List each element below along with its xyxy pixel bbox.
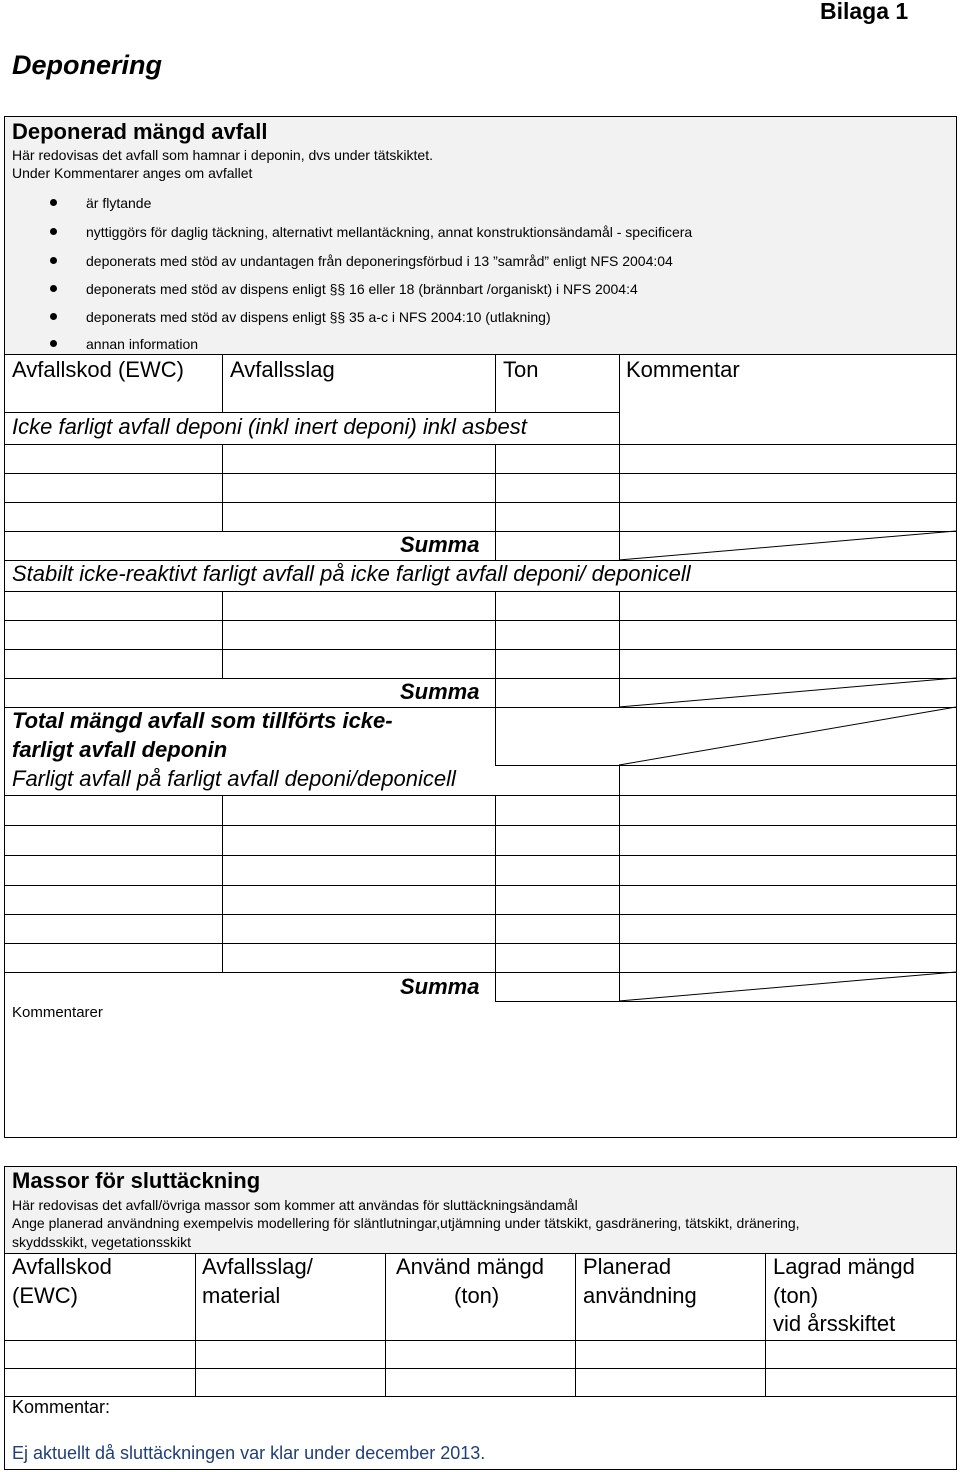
total-label-1: Total mängd avfall som tillförts icke- xyxy=(12,708,393,733)
s2-col-anvand-b: (ton) xyxy=(454,1283,500,1308)
bullet-item: annan information xyxy=(86,336,199,352)
group2-title: Stabilt icke-reaktivt farligt avfall på icke farligt avfall deponi/ deponicell xyxy=(12,561,691,586)
s2-col-avfallsslag-b: material xyxy=(202,1283,281,1308)
s2-col-lagrad-c: vid årsskiftet xyxy=(773,1311,896,1336)
group3-sum-label: Summa xyxy=(400,974,480,999)
section1-desc-2: Under Kommentarer anges om avfallet xyxy=(12,165,253,181)
s2-col-lagrad-b: (ton) xyxy=(773,1283,819,1308)
col-header-avfallsslag: Avfallsslag xyxy=(230,357,335,382)
section2-desc-2: Ange planerad användning exempelvis modellering för släntlutningar,utjämning under tätskikt, gasdränering, tätskikt, dränering, xyxy=(12,1215,800,1231)
bullet-item: är flytande xyxy=(86,195,152,211)
s2-col-planerad-b: användning xyxy=(583,1283,697,1308)
s2-col-planerad-a: Planerad xyxy=(583,1254,672,1279)
group3-title: Farligt avfall på farligt avfall deponi/deponicell xyxy=(12,766,456,791)
total-label-2: farligt avfall deponin xyxy=(12,737,228,762)
appendix-label: Bilaga 1 xyxy=(820,0,909,24)
s2-col-lagrad-a: Lagrad mängd xyxy=(773,1254,915,1279)
bullet-item: nyttiggörs för daglig täckning, alternativt mellantäckning, annat konstruktionsändamål - specificera xyxy=(86,224,693,240)
section1-title: Deponerad mängd avfall xyxy=(12,119,268,144)
bullet-item: deponerats med stöd av undantagen från deponeringsförbud i 13 ”samråd” enligt NFS 2004:04 xyxy=(86,253,673,269)
section2-title: Massor för sluttäckning xyxy=(12,1168,261,1193)
s2-comment-label: Kommentar: xyxy=(12,1397,111,1417)
s2-col-anvand-a: Använd mängd xyxy=(396,1254,544,1279)
group1-title: Icke farligt avfall deponi (inkl inert deponi) inkl asbest xyxy=(12,414,527,439)
section1-desc-1: Här redovisas det avfall som hamnar i deponin, dvs under tätskiktet. xyxy=(12,147,433,163)
group2-sum-label: Summa xyxy=(400,679,480,704)
col-header-ewc: Avfallskod (EWC) xyxy=(12,357,184,382)
bullet-item: deponerats med stöd av dispens enligt §§ 35 a-c i NFS 2004:10 (utlakning) xyxy=(86,309,551,325)
section2-desc-3: skyddsskikt, vegetationsskikt xyxy=(12,1234,191,1250)
s2-note: Ej aktuellt då sluttäckningen var klar under december 2013. xyxy=(12,1443,486,1463)
col-header-kommentar: Kommentar xyxy=(626,357,740,382)
page-title: Deponering xyxy=(12,50,163,80)
group1-sum-label: Summa xyxy=(400,532,480,557)
col-header-ton: Ton xyxy=(503,357,539,382)
s2-col-avfallsslag-a: Avfallsslag/ xyxy=(202,1254,313,1279)
s2-col-ewc-b: (EWC) xyxy=(12,1283,78,1308)
comments-label: Kommentarer xyxy=(12,1004,103,1021)
s2-col-ewc-a: Avfallskod xyxy=(12,1254,112,1279)
bullet-item: deponerats med stöd av dispens enligt §§ 16 eller 18 (brännbart /organiskt) i NFS 2004:4 xyxy=(86,281,638,297)
section2-desc-1: Här redovisas det avfall/övriga massor som kommer att användas för sluttäckningsändamål xyxy=(12,1197,578,1213)
